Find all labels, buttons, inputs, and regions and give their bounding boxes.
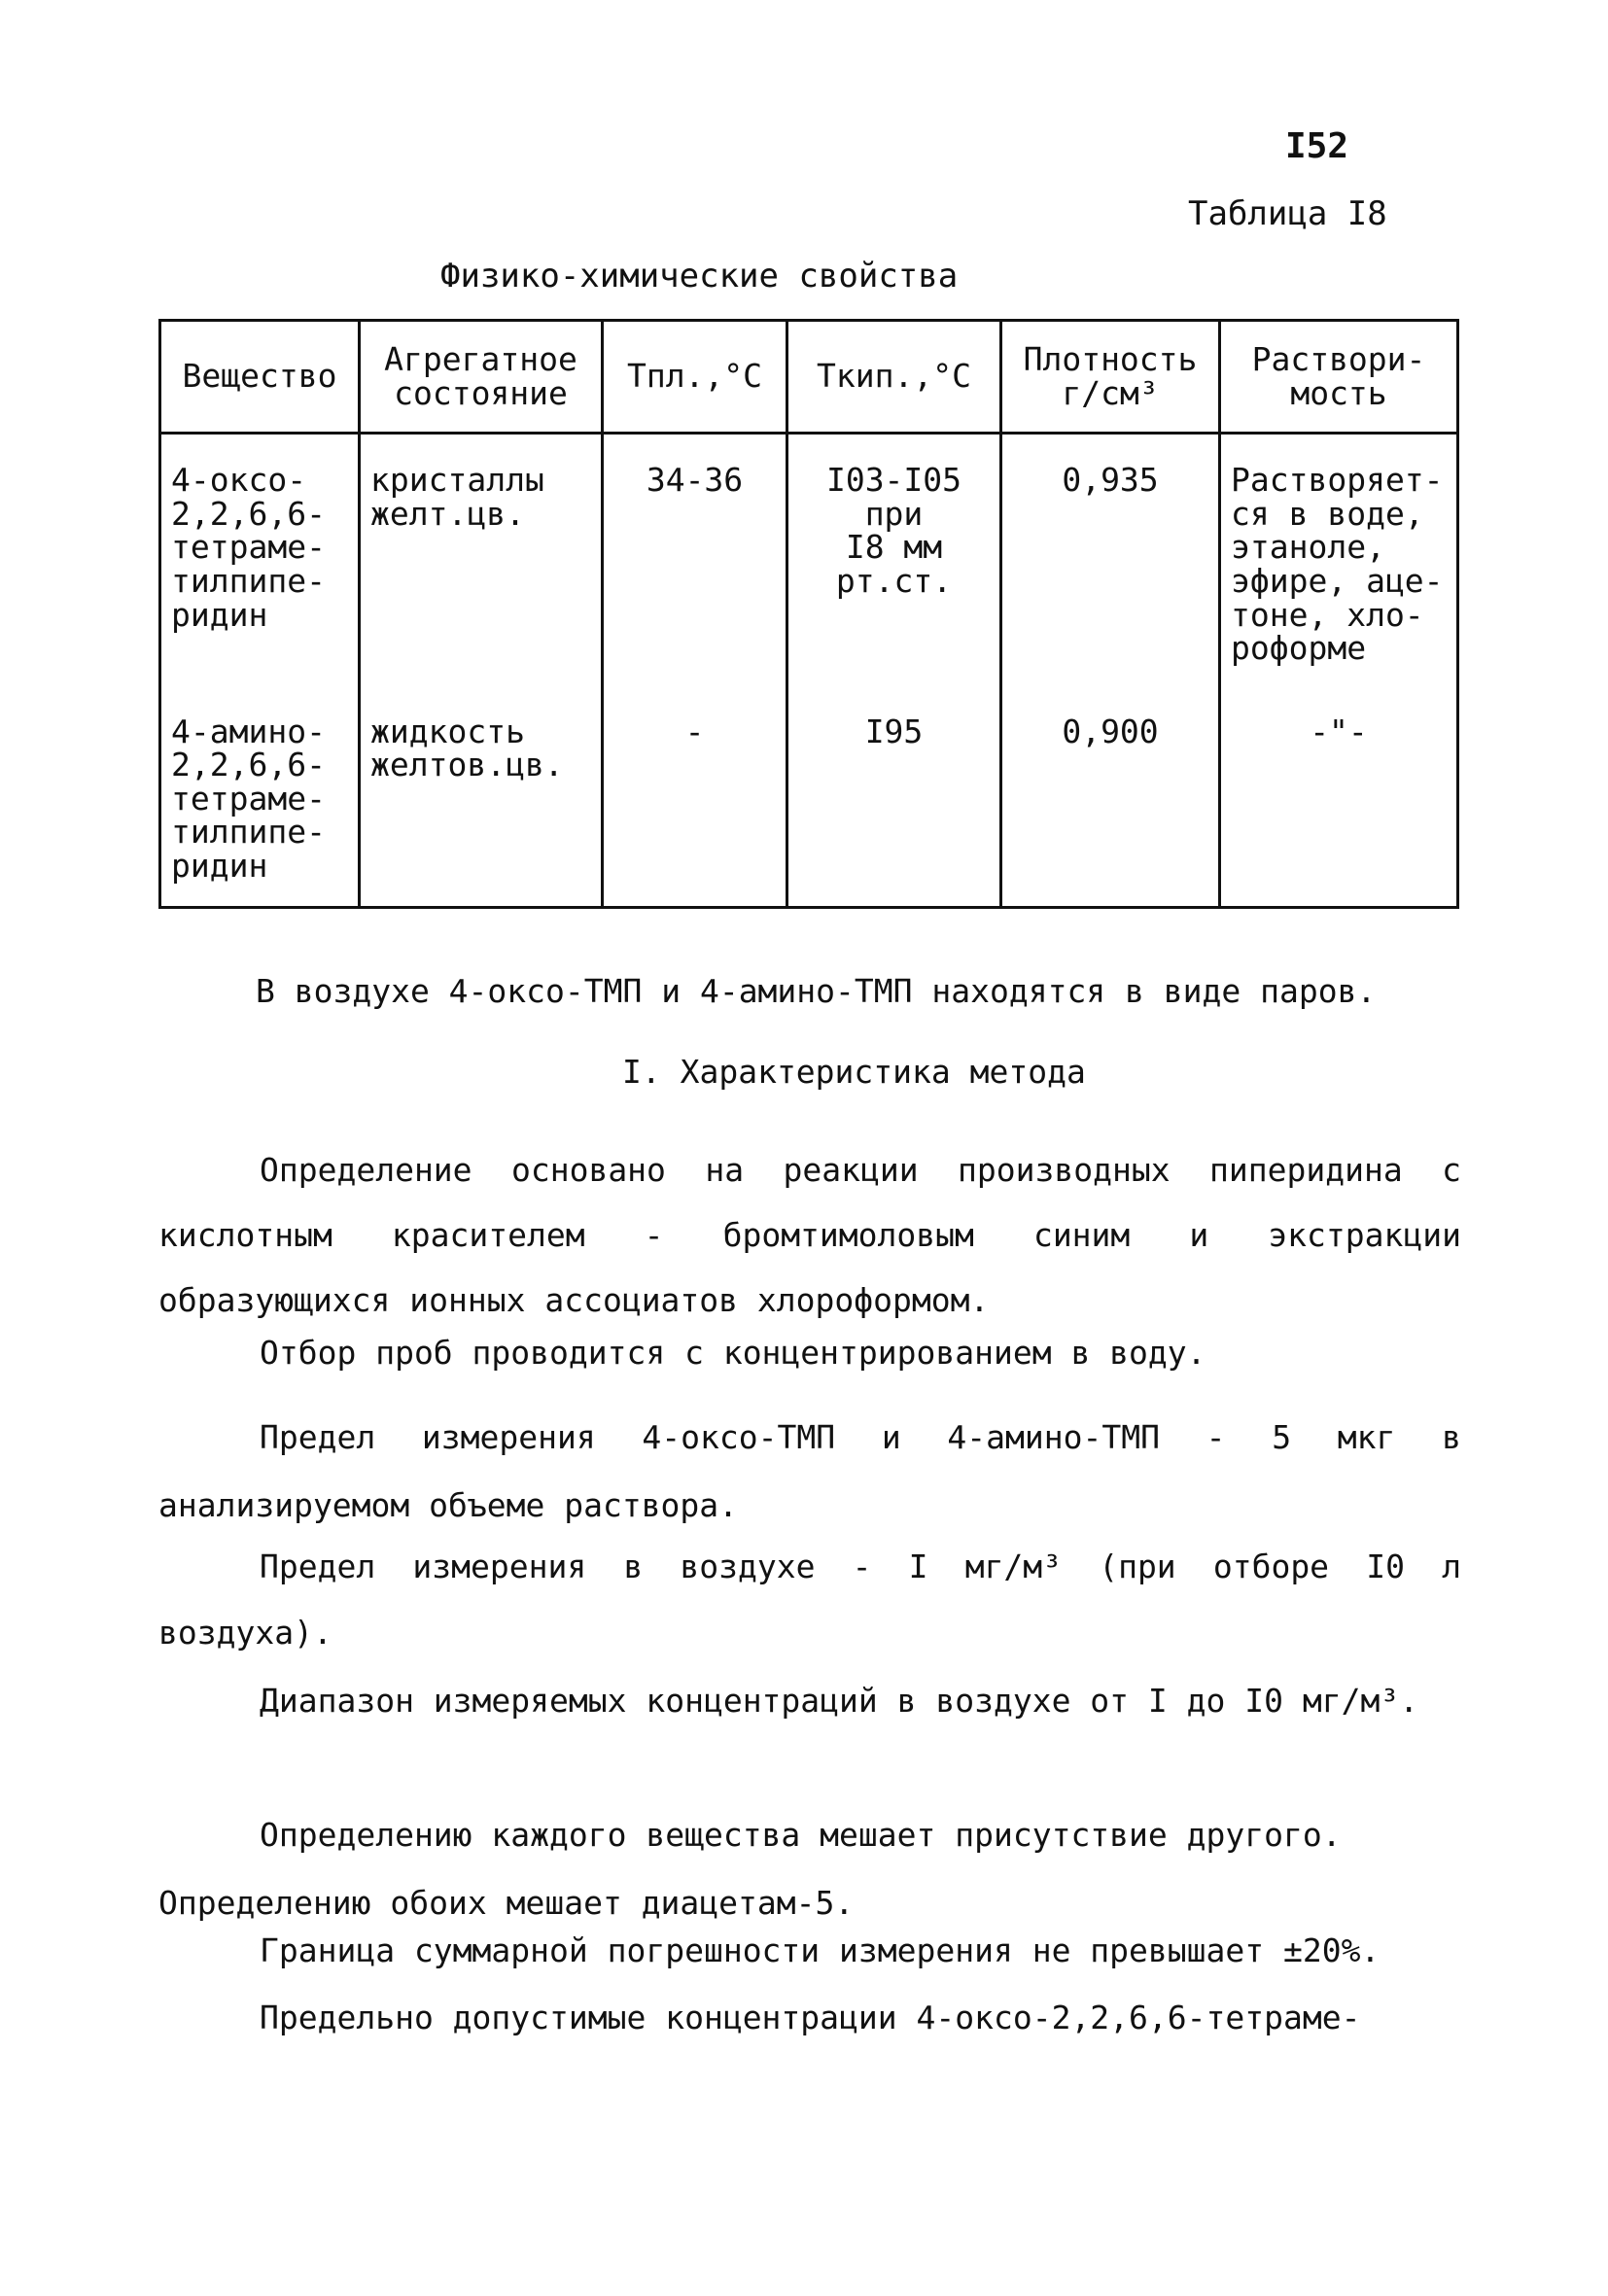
paragraph-mac: Предельно допустимые концентрации 4-оксо-2,2,6,6-тетраме- [260, 1999, 1361, 2036]
cell-melting-point: - [603, 706, 787, 908]
table-row [160, 434, 1458, 706]
cell-substance: 4-амино- 2,2,6,6- тетраме- тилпипе- ридин [160, 706, 360, 908]
paragraph-error: Граница суммарной погрешности измерения не превышает ±20%. [260, 1931, 1381, 1969]
header-state: Агрегатное состояние [360, 321, 603, 434]
cell-melting-point: 34-36 [603, 434, 787, 706]
cell-state: кристаллы желт.цв. [360, 434, 603, 706]
cell-boiling-point: I95 [787, 706, 1001, 908]
cell-solubility: Растворяет- ся в воде, этаноле, эфире, аце- тоне, хло- роформе [1220, 434, 1458, 706]
cell-substance: 4-оксо- 2,2,6,6- тетраме- тилпипе- ридин [160, 434, 360, 706]
cell-density: 0,935 [1001, 434, 1220, 706]
section-title: I. Характеристика метода [622, 1053, 1086, 1091]
table-label: Таблица I8 [1188, 194, 1387, 233]
table-row [160, 706, 1458, 908]
header-melting-point: Тпл.,°C [603, 321, 787, 434]
paragraph-interference: Определению каждого вещества мешает присутствие другого. Определению обоих мешает диацетам-5. [158, 1816, 1342, 1922]
header-density: Плотность г/см³ [1001, 321, 1220, 434]
cell-boiling-point: I03-I05 при I8 мм рт.ст. [787, 434, 1001, 706]
paragraph-principle: Определение основано на реакции производных пиперидина с кислотным красителем - бромтимоловым синим и экстракции образующихся ионных ассоциатов хлороформом. [158, 1151, 1461, 1319]
paragraph-detection-limit: Предел измерения 4-оксо-ТМП и 4-амино-ТМП - 5 мкг в анализируемом объеме раствора. [158, 1418, 1461, 1524]
air-vapor-sentence: В воздухе 4-оксо-ТМП и 4-амино-ТМП находятся в виде паров. [256, 972, 1377, 1010]
header-substance: Вещество [160, 321, 360, 434]
cell-solubility: -"- [1220, 706, 1458, 908]
cell-density: 0,900 [1001, 706, 1220, 908]
paragraph-air-limit: Предел измерения в воздухе - I мг/м³ (при отборе I0 л воздуха). [158, 1548, 1461, 1652]
page-number: I52 [1285, 126, 1349, 166]
paragraph-range: Диапазон измеряемых концентраций в воздухе от I до I0 мг/м³. [260, 1682, 1419, 1720]
table-title: Физико-химические свойства [440, 257, 959, 296]
header-solubility: Раствори- мость [1220, 321, 1458, 434]
header-boiling-point: Ткип.,°C [787, 321, 1001, 434]
cell-state: жидкость желтов.цв. [360, 706, 603, 908]
properties-table [158, 319, 1459, 909]
table-header-row [160, 321, 1458, 434]
paragraph-sampling: Отбор проб проводится с концентрированием в воду. [260, 1334, 1206, 1372]
